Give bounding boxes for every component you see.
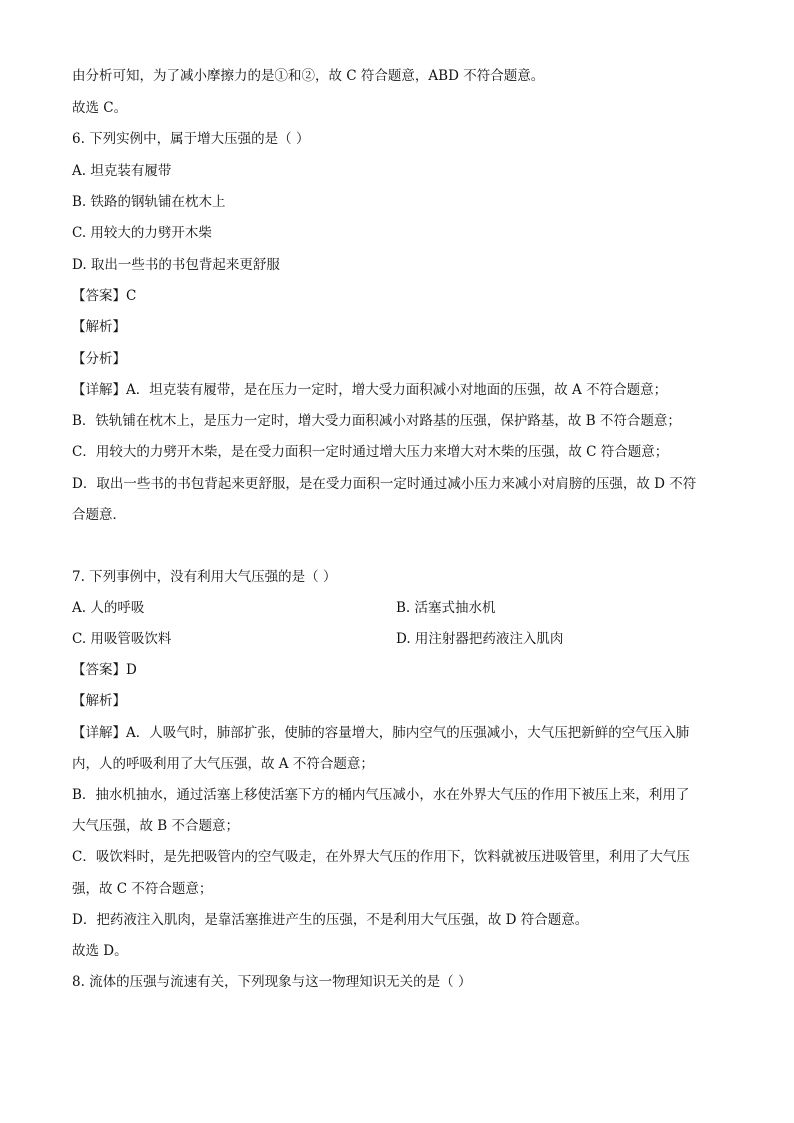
question-7-answer: 【答案】D	[72, 662, 137, 678]
question-6-option-d: D. 取出一些书的书包背起来更舒服	[72, 257, 280, 273]
question-7-stem: 7. 下列事例中，没有利用大气压强的是（ ）	[72, 569, 337, 585]
question-8-stem: 8. 流体的压强与流速有关，下列现象与这一物理知识无关的是（ ）	[72, 974, 472, 990]
question-6-jiexi-label: 【解析】	[72, 319, 126, 335]
question-6-detail-d-cont: 合题意．	[72, 507, 126, 523]
question-6-option-c: C. 用较大的力劈开木柴	[72, 225, 212, 241]
question-6-detail-c: C．用较大的力劈开木柴，是在受力面积一定时通过增大压力来增大对木柴的压强，故 C 符合题意；	[72, 444, 669, 460]
question-7-detail-b-cont: 大气压强，故 B 不合题意；	[72, 818, 240, 834]
question-7-detail-a: 【详解】A．人吸气时，肺部扩张，使肺的容量增大，肺内空气的压强减小，大气压把新鲜的空气压入肺	[72, 725, 690, 741]
question-7-detail-a-cont: 内，人的呼吸利用了大气压强，故 A 不符合题意；	[72, 756, 374, 772]
question-6-detail-a: 【详解】A．坦克装有履带，是在压力一定时，增大受力面积减小对地面的压强，故 A 不符合题意；	[72, 382, 668, 398]
question-6-option-a: A. 坦克装有履带	[72, 163, 172, 179]
question-7-option-b: B. 活塞式抽水机	[396, 600, 496, 616]
question-7-detail-c: C．吸饮料时，是先把吸管内的空气吸走，在外界大气压的作用下，饮料就被压进吸管里，利用了大气压	[72, 849, 690, 865]
question-6-answer: 【答案】C	[72, 288, 137, 304]
analysis-line: 由分析可知，为了减小摩擦力的是①和②，故 C 符合题意，ABD 不符合题意。	[72, 68, 545, 84]
choose-line: 故选 C。	[72, 100, 128, 116]
question-7-option-d: D. 用注射器把药液注入肌肉	[396, 631, 564, 647]
question-7-choose-line: 故选 D。	[72, 943, 128, 959]
question-7-option-a: A. 人的呼吸	[72, 600, 145, 616]
question-6-stem: 6. 下列实例中，属于增大压强的是（ ）	[72, 131, 310, 147]
question-7-option-c: C. 用吸管吸饮料	[72, 631, 172, 647]
question-6-detail-d: D．取出一些书的书包背起来更舒服，是在受力面积一定时通过减小压力来减小对肩膀的压强，故 D 不符	[72, 476, 697, 492]
question-7-detail-d: D．把药液注入肌肉，是靠活塞推进产生的压强，不是利用大气压强，故 D 符合题意。	[72, 912, 589, 928]
question-6-option-b: B. 铁路的钢轨铺在枕木上	[72, 194, 226, 210]
question-7-jiexi-label: 【解析】	[72, 693, 126, 709]
question-7-detail-c-cont: 强，故 C 不符合题意；	[72, 881, 213, 897]
question-7-detail-b: B．抽水机抽水，通过活塞上移使活塞下方的桶内气压减小，水在外界大气压的作用下被压上来，利用了	[72, 787, 690, 803]
question-6-detail-b: B．铁轨铺在枕木上，是压力一定时，增大受力面积减小对路基的压强，保护路基，故 B 不符合题意；	[72, 413, 681, 429]
question-6-fenxi-label: 【分析】	[72, 351, 126, 367]
